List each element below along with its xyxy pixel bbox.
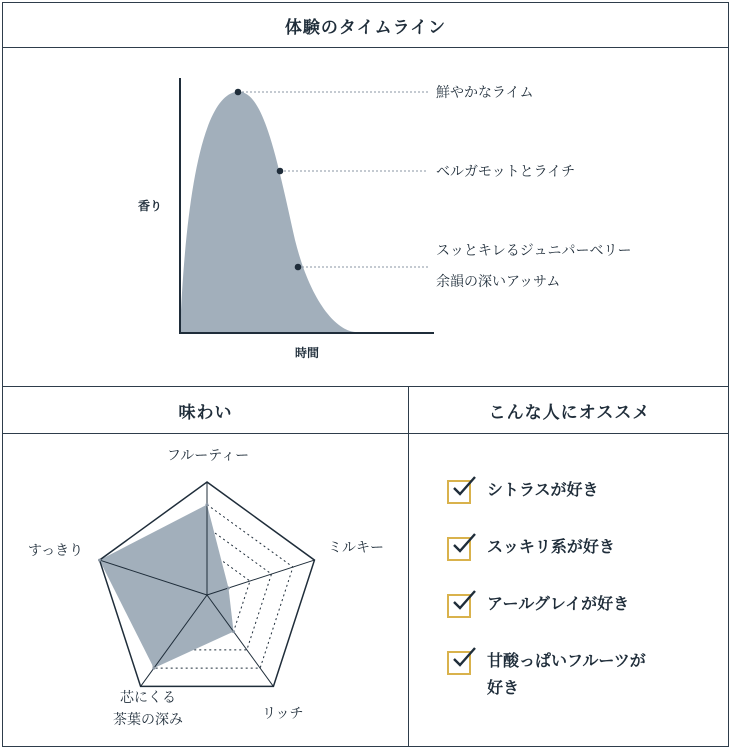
- note-marker: [235, 89, 242, 96]
- list-item: [447, 476, 717, 504]
- radar-point: [152, 667, 155, 670]
- radar-axis-label: フルーティー: [166, 448, 250, 464]
- timeline-title: 体験のタイムライン: [284, 17, 447, 38]
- aroma-curve: [180, 92, 432, 332]
- note-marker: [295, 264, 302, 271]
- divider: [408, 386, 409, 746]
- note-label: ベルガモットとライチ: [436, 164, 576, 180]
- checkbox-icon: [447, 480, 471, 504]
- checkbox-icon: [447, 651, 471, 675]
- radar-axis-label: 芯にくる: [120, 690, 176, 706]
- x-axis-label: 時間: [294, 346, 320, 360]
- radar-axis-label: 茶葉の深み: [113, 712, 183, 728]
- taste-title: 味わい: [178, 402, 233, 423]
- checkbox-icon: [447, 537, 471, 561]
- checkbox-icon: [447, 594, 471, 618]
- radar-axis-line: [207, 595, 273, 686]
- radar-axis-label: すっきり: [28, 543, 84, 559]
- radar-point: [98, 559, 101, 562]
- note-label: スッとキレるジュニパーベリー: [436, 243, 632, 259]
- radar-point: [206, 503, 209, 506]
- taste-radar-chart: [0, 433, 408, 748]
- radar-axis-label: ミルキー: [328, 540, 384, 556]
- list-item: [447, 590, 717, 618]
- recommend-title: こんな人にオススメ: [488, 402, 651, 423]
- note-label: 鮮やかなライム: [436, 85, 534, 101]
- radar-point: [227, 587, 230, 590]
- list-item: [447, 533, 717, 561]
- recommend-text: アールグレイが好き: [487, 594, 630, 613]
- radar-axis-label: リッチ: [262, 706, 304, 722]
- radar-point: [232, 630, 235, 633]
- note-label: 余韻の深いアッサム: [436, 274, 561, 290]
- recommend-text: シトラスが好き: [487, 480, 599, 499]
- recommend-list: [447, 476, 717, 730]
- y-axis-label: 香り: [137, 199, 163, 213]
- radar-series: [100, 505, 234, 669]
- list-item: [447, 647, 717, 701]
- note-marker: [277, 168, 284, 175]
- recommend-text: 甘酸っぱいフルーツが 好き: [487, 651, 646, 697]
- recommend-text: スッキリ系が好き: [487, 537, 615, 556]
